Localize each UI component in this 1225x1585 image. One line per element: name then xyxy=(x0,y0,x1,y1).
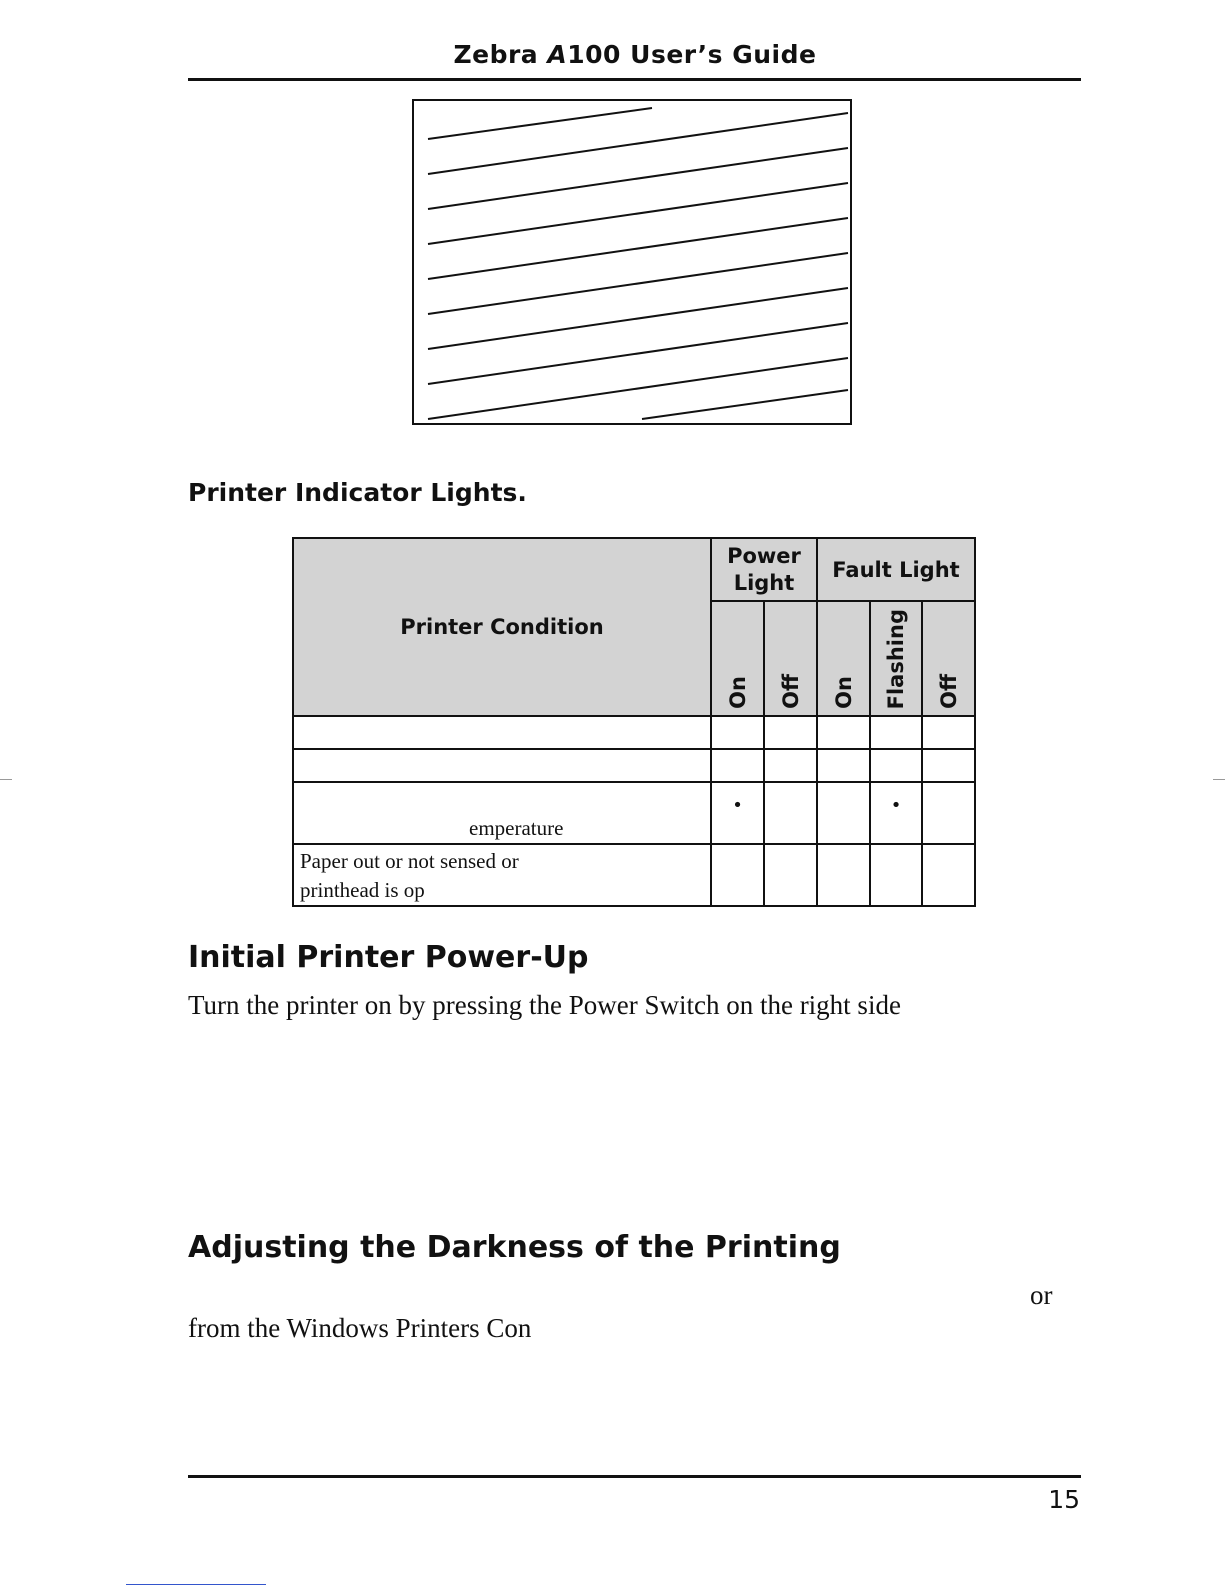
mark-cell xyxy=(817,716,870,749)
fault-flashing-header: Flashing xyxy=(870,601,922,716)
mark-cell xyxy=(870,844,922,906)
mark-cell xyxy=(711,749,764,782)
left-edge-tick xyxy=(0,779,12,780)
diagonal-lines-figure xyxy=(412,99,852,425)
indicator-lights-heading: Printer Indicator Lights. xyxy=(188,478,527,507)
mark-cell: • xyxy=(870,782,922,844)
condition-cell: emperature xyxy=(293,782,711,844)
table-row xyxy=(293,844,975,906)
darkness-heading: Adjusting the Darkness of the Printing xyxy=(188,1230,841,1265)
mark-cell xyxy=(817,749,870,782)
darkness-paragraph-fragment: or xyxy=(1030,1280,1053,1310)
mark-cell xyxy=(711,844,764,906)
mark-cell xyxy=(870,749,922,782)
power-off-header: Off xyxy=(764,601,817,716)
darkness-paragraph: from the Windows Printers Con xyxy=(188,1313,532,1343)
condition-cell: Paper out or not sensed or printhead is op xyxy=(293,844,711,906)
mark-cell xyxy=(817,782,870,844)
mark-cell xyxy=(711,716,764,749)
right-edge-tick xyxy=(1213,779,1225,780)
mark-cell xyxy=(922,782,975,844)
mark-cell xyxy=(922,749,975,782)
footer-rule xyxy=(188,1475,1081,1478)
diagonal-lines-icon xyxy=(414,101,850,423)
mark-cell xyxy=(922,716,975,749)
page-number: 15 xyxy=(1048,1485,1080,1514)
table-row xyxy=(293,716,975,749)
mark-cell xyxy=(764,716,817,749)
fault-light-header: Fault Light xyxy=(817,538,975,601)
power-up-heading: Initial Printer Power-Up xyxy=(188,940,589,975)
mark-cell xyxy=(922,844,975,906)
fault-off-header: Off xyxy=(922,601,975,716)
running-header: Zebra A100 User’s Guide xyxy=(453,40,817,69)
mark-cell xyxy=(870,716,922,749)
mark-cell: • xyxy=(711,782,764,844)
mark-cell xyxy=(764,782,817,844)
header-rule xyxy=(188,78,1081,81)
table-row xyxy=(293,782,975,844)
mark-cell xyxy=(764,844,817,906)
printer-condition-header: Printer Condition xyxy=(293,538,711,716)
indicator-lights-table xyxy=(292,537,976,907)
power-light-header: Power Light xyxy=(711,538,817,601)
condition-cell xyxy=(293,716,711,749)
fault-on-header: On xyxy=(817,601,870,716)
mark-cell xyxy=(764,749,817,782)
mark-cell xyxy=(817,844,870,906)
table-row xyxy=(293,749,975,782)
condition-cell xyxy=(293,749,711,782)
power-up-paragraph: Turn the printer on by pressing the Power Switch on the right side xyxy=(188,990,901,1020)
power-on-header: On xyxy=(711,601,764,716)
